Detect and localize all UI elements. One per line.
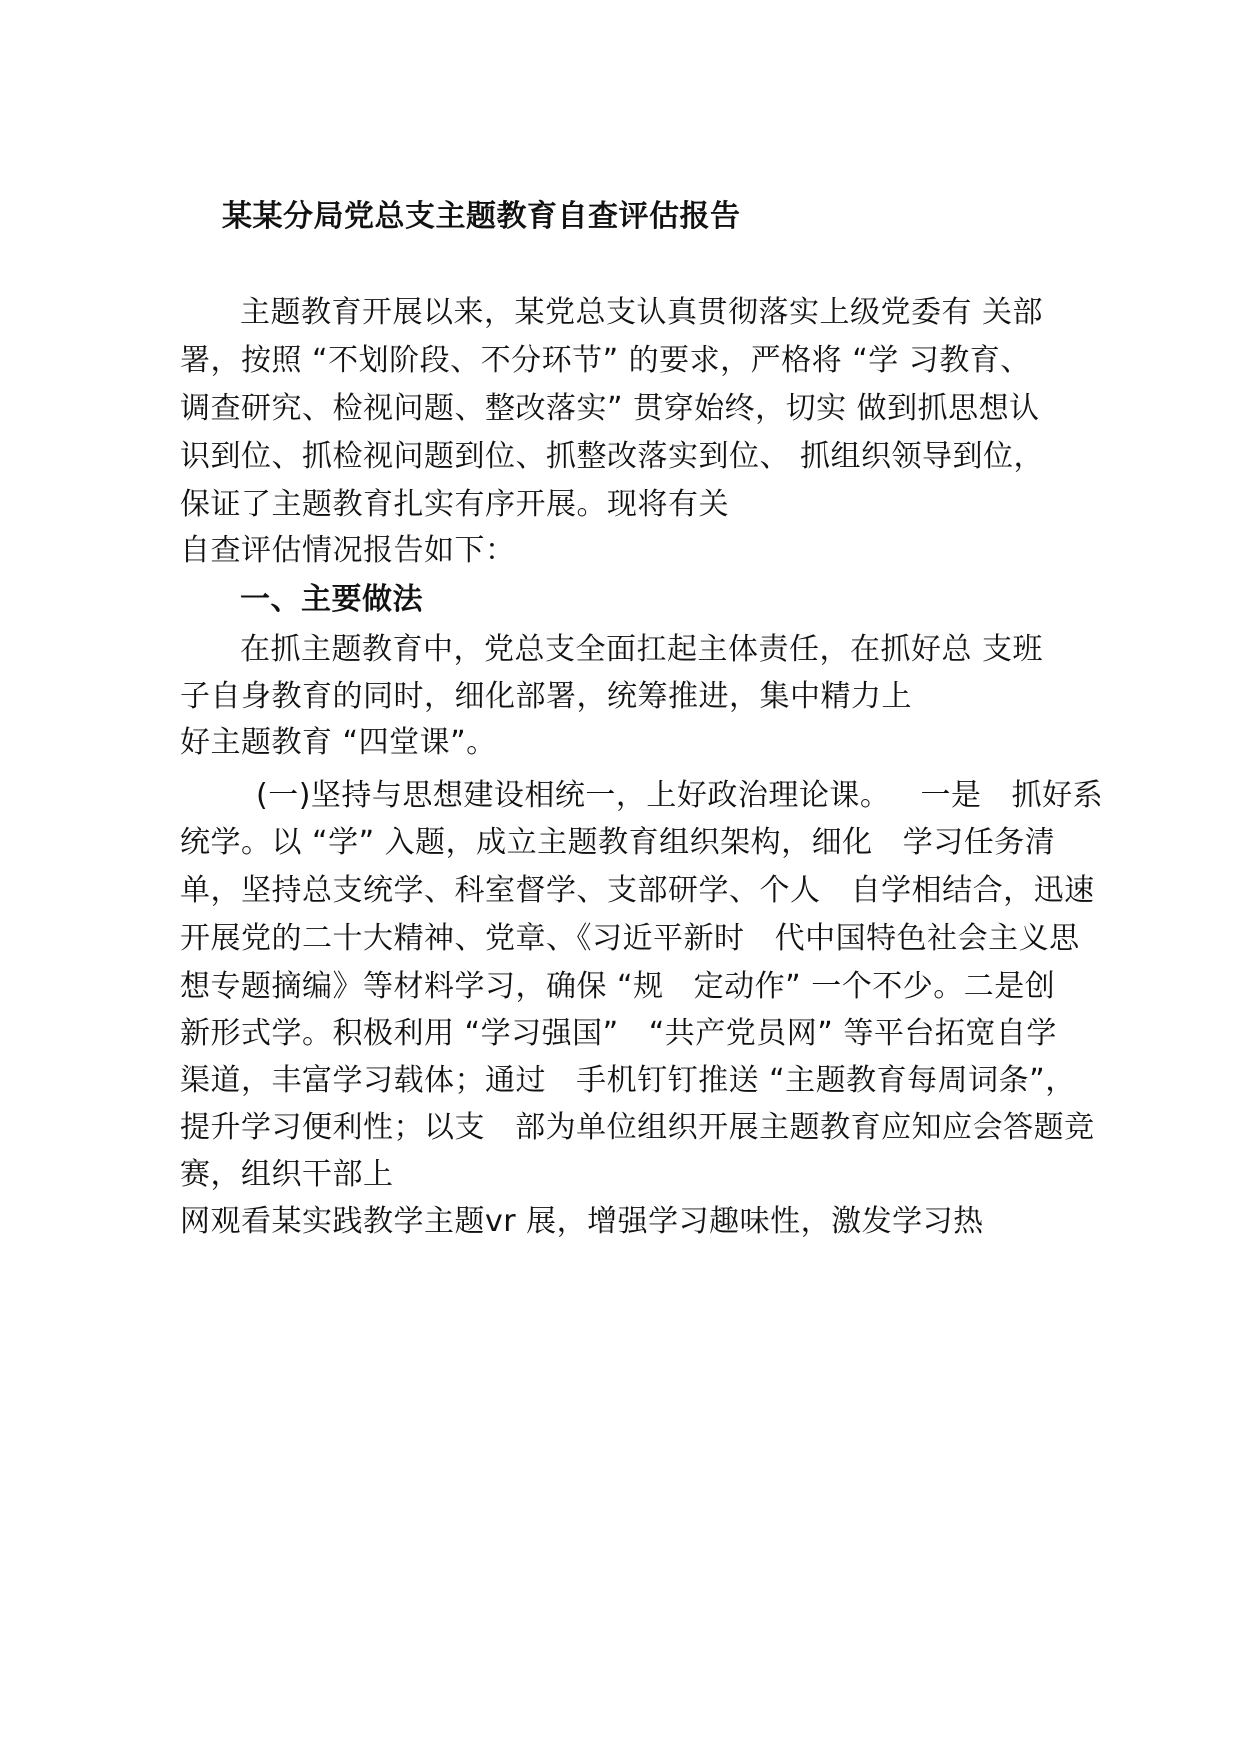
paragraph-line: 统学。以 “学” 入题，成立主题教育组织架构，细化 学习任务清 bbox=[180, 825, 1056, 860]
paragraph-line: 子自身教育的同时，细化部署，统筹推进，集中精力上 bbox=[180, 679, 912, 714]
paragraph-line: 赛，组织干部上 bbox=[180, 1157, 394, 1192]
paragraph-line: 调查研究、检视问题、整改落实” 贯穿始终，切实 做到抓思想认 bbox=[180, 391, 1040, 426]
paragraph-line: 保证了主题教育扎实有序开展。现将有关 bbox=[180, 487, 729, 522]
paragraph-line: 主题教育开展以来，某党总支认真贯彻落实上级党委有 关部 bbox=[240, 295, 1044, 330]
document-title: 某某分局党总支主题教育自查评估报告 bbox=[222, 199, 741, 234]
paragraph-line: 单，坚持总支统学、科室督学、支部研学、个人 自学相结合，迅速 bbox=[180, 873, 1095, 908]
paragraph-line: 署，按照 “不划阶段、不分环节” 的要求，严格将 “学 习教育、 bbox=[180, 343, 1031, 378]
paragraph-line: 开展党的二十大精神、党章、《习近平新时 代中国特色社会主义思 bbox=[180, 921, 1080, 956]
paragraph-line: 渠道，丰富学习载体；通过 手机钉钉推送 “主题教育每周词条”， bbox=[180, 1063, 1076, 1098]
section-heading: 一、主要做法 bbox=[240, 582, 423, 617]
paragraph-line: 好主题教育 “四堂课”。 bbox=[180, 725, 497, 760]
paragraph-line: (一)坚持与思想建设相统一，上好政治理论课。 一是 抓好系 bbox=[256, 778, 1104, 813]
paragraph-line: 网观看某实践教学主题vr 展，增强学习趣味性，激发学习热 bbox=[180, 1204, 984, 1239]
paragraph-line: 在抓主题教育中，党总支全面扛起主体责任，在抓好总 支班 bbox=[240, 632, 1044, 667]
paragraph-line: 识到位、抓检视问题到位、抓整改落实到位、 抓组织领导到位， bbox=[180, 439, 1045, 474]
paragraph-line: 提升学习便利性；以支 部为单位组织开展主题教育应知应会答题竞 bbox=[180, 1110, 1095, 1145]
paragraph-line: 想专题摘编》等材料学习，确保 “规 定动作” 一个不少。二是创 bbox=[180, 969, 1056, 1004]
paragraph-line: 自查评估情况报告如下： bbox=[180, 533, 516, 568]
paragraph-line: 新形式学。积极利用 “学习强国” “共产党员网” 等平台拓宽自学 bbox=[180, 1016, 1057, 1051]
